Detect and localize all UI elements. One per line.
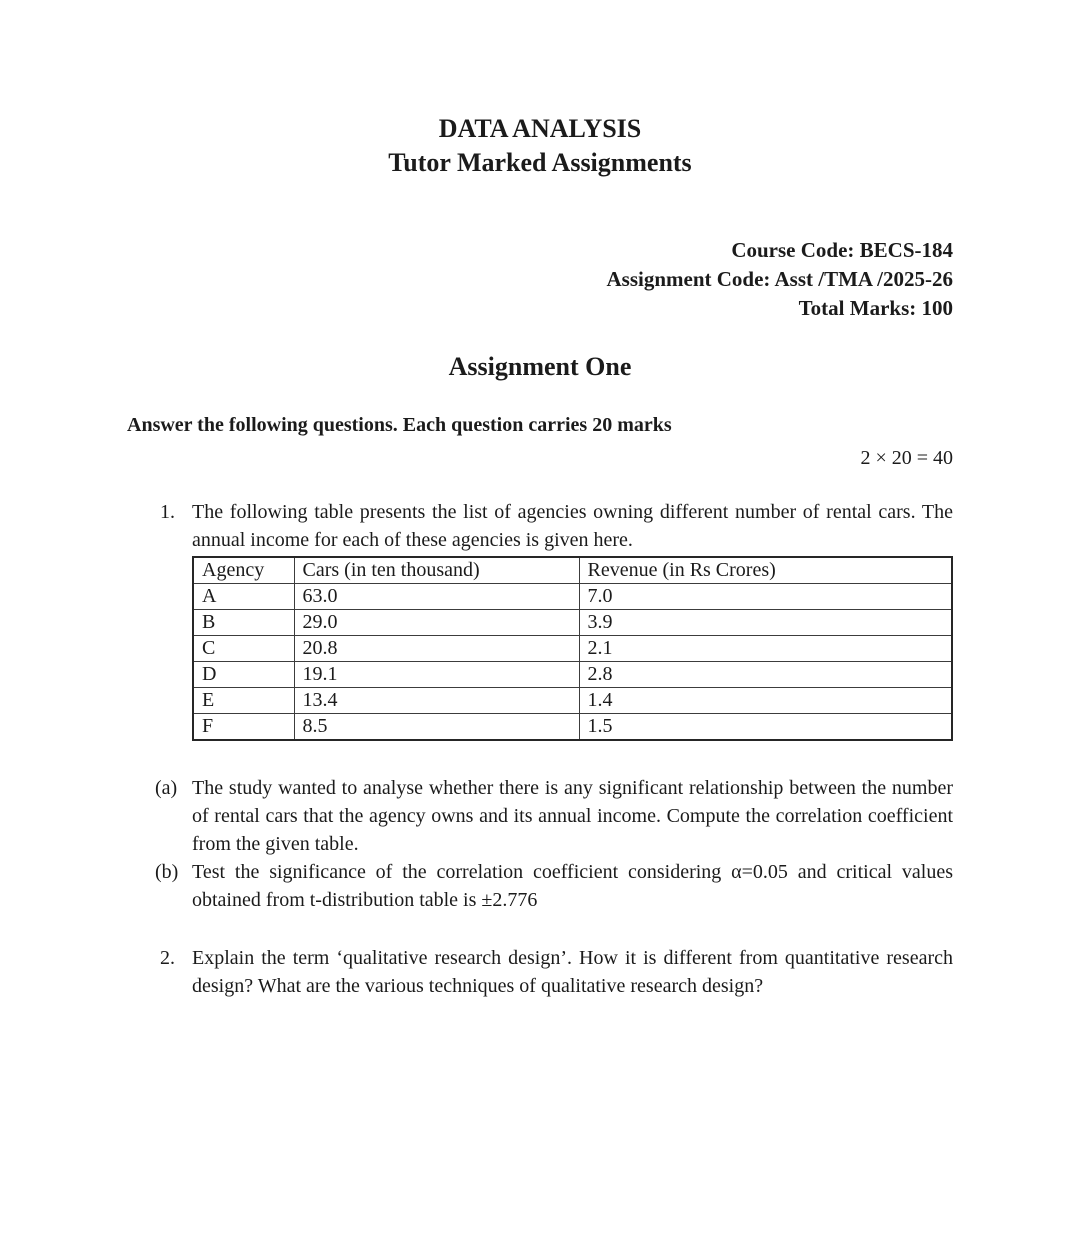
question-1a-label: (a) <box>155 777 178 799</box>
table-row <box>193 662 952 688</box>
question-2-text: Explain the term ‘qualitative research design’. How it is different from quantitative research design? What are the various techniques of qualitative research design? <box>192 947 953 997</box>
table-cell: 29.0 <box>294 610 579 636</box>
table-cell: 8.5 <box>294 714 579 741</box>
question-1-text: The following table presents the list of agencies owning different number of rental cars. The annual income for each of these agencies is given here. <box>192 501 953 551</box>
table-header-row <box>193 557 952 584</box>
table-header-agency: Agency <box>193 557 294 584</box>
table-header-revenue: Revenue (in Rs Crores) <box>579 557 952 584</box>
table-cell: C <box>193 636 294 662</box>
question-1b-label: (b) <box>155 861 179 883</box>
table-cell: F <box>193 714 294 741</box>
table-cell: D <box>193 662 294 688</box>
section-heading: Assignment One <box>448 352 632 381</box>
table-cell: 20.8 <box>294 636 579 662</box>
question-1a-text: The study wanted to analyse whether there is any significant relationship between the number of rental cars that the agency owns and its annual income. Compute the correlation coefficient from the given table. <box>192 777 953 855</box>
table-cell: 13.4 <box>294 688 579 714</box>
table-cell: 7.0 <box>579 584 952 610</box>
document-title <box>127 112 953 180</box>
table-row <box>193 610 952 636</box>
assignment-code: Assignment Code: Asst /TMA /2025-26 <box>606 267 953 291</box>
table-cell: 1.5 <box>579 714 952 741</box>
table-row <box>193 584 952 610</box>
table-cell: 3.9 <box>579 610 952 636</box>
table-cell: 63.0 <box>294 584 579 610</box>
marks-formula: 2 × 20 = 40 <box>860 447 953 469</box>
table-cell: A <box>193 584 294 610</box>
table-cell: B <box>193 610 294 636</box>
question-1b-text: Test the significance of the correlation coefficient considering α=0.05 and critical values obtained from t-distribution table is ±2.776 <box>192 861 953 911</box>
question-1 <box>127 498 953 914</box>
course-meta <box>127 236 953 323</box>
table-cell: 1.4 <box>579 688 952 714</box>
title-line-2: Tutor Marked Assignments <box>388 148 692 177</box>
question-1-subparts <box>155 774 953 914</box>
table-header-cars: Cars (in ten thousand) <box>294 557 579 584</box>
question-2 <box>127 944 953 1000</box>
table-row <box>193 714 952 741</box>
table-cell: 2.8 <box>579 662 952 688</box>
title-line-1: DATA ANALYSIS <box>438 114 642 143</box>
total-marks: Total Marks: 100 <box>798 296 953 320</box>
table-row <box>193 636 952 662</box>
question-1a <box>155 774 953 858</box>
table-cell: 2.1 <box>579 636 952 662</box>
table-cell: E <box>193 688 294 714</box>
agency-table <box>192 556 953 741</box>
table-cell: 19.1 <box>294 662 579 688</box>
table-row <box>193 688 952 714</box>
instruction-line: Answer the following questions. Each question carries 20 marks <box>127 414 672 436</box>
question-1-number: 1. <box>160 501 175 523</box>
question-2-number: 2. <box>160 947 175 969</box>
course-code: Course Code: BECS-184 <box>731 238 953 262</box>
question-1b <box>155 858 953 914</box>
assignment-page <box>127 0 953 1000</box>
